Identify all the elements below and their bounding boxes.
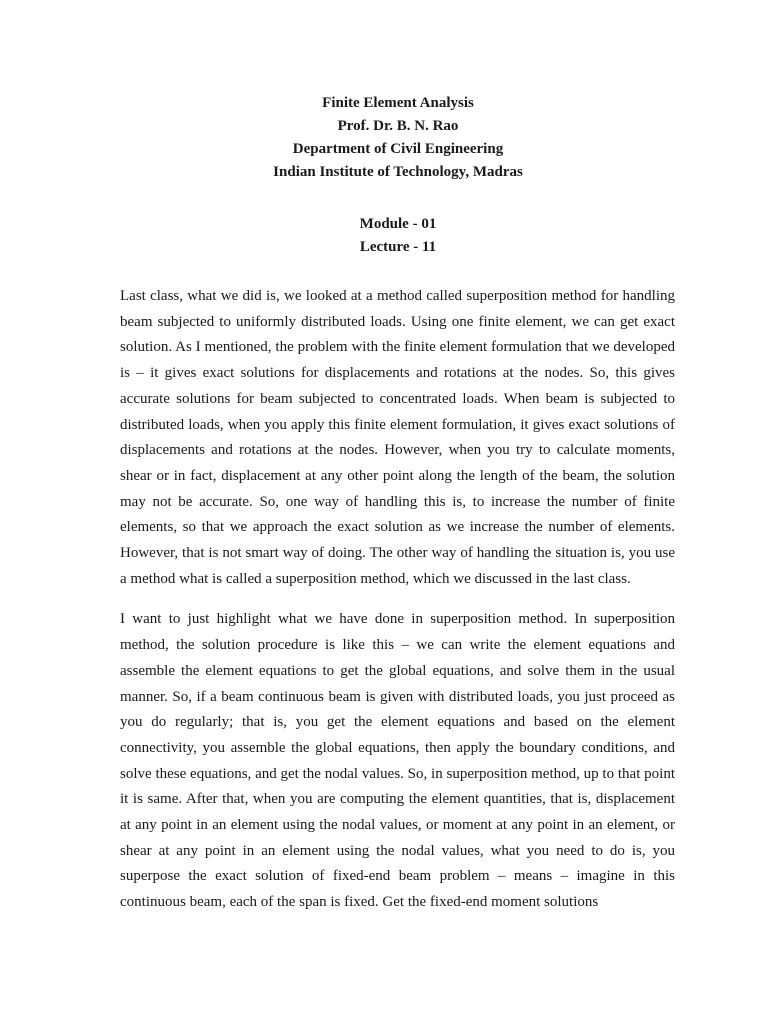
course-title: Finite Element Analysis [322, 95, 474, 111]
paragraph-1: Last class, what we did is, we looked at a method called superposition method for handling beam subjected to uniformly distributed loads. Using one finite element, we can get exact solution. As I mentioned, the problem with the finite element formulation that we developed is – it gives exact solutions for displacements and rotations at the nodes. So, this gives accurate solutions for beam subjected to concentrated loads. When beam is subjected to distributed loads, when you apply this finite element formulation, it gives exact solutions of displacements and rotations at the nodes. However, when you try to calculate moments, shear or in fact, displacement at any other point along the length of the beam, the solution may not be accurate. So, one way of handling this is, to increase the number of finite elements, so that we approach the exact solution as we increase the number of elements. However, that is not smart way of doing. The other way of handling the situation is, you use a method what is called a superposition method, which we discussed in the last class. [120, 288, 675, 587]
lecture-number: Lecture - 11 [359, 239, 437, 255]
module-header [0, 213, 768, 259]
institute-name: Indian Institute of Technology, Madras [273, 164, 523, 180]
paragraph-2: I want to just highlight what we have done in superposition method. In superposition method, the solution procedure is like this – we can write the element equations and assemble the element equations to get the global equations, and solve them in the usual manner. So, if a beam continuous beam is given with distributed loads, you just proceed as you do regularly; that is, you get the element equations and based on the element connectivity, you assemble the global equations, then apply the boundary conditions, and solve these equations, and get the nodal values. So, in superposition method, up to that point it is same. After that, when you are computing the element quantities, that is, displacement at any point in an element using the nodal values, or moment at any point in an element, or shear at any point in an element using the nodal values, what you need to do is, you superpose the exact solution of fixed-end beam problem – means – imagine in this continuous beam, each of the span is fixed. Get the fixed-end moment solutions [120, 611, 675, 911]
module-number: Module - 01 [359, 216, 437, 232]
body-text [120, 284, 675, 931]
author-name: Prof. Dr. B. N. Rao [337, 118, 459, 134]
document-header [0, 92, 768, 184]
department-name: Department of Civil Engineering [292, 141, 504, 157]
